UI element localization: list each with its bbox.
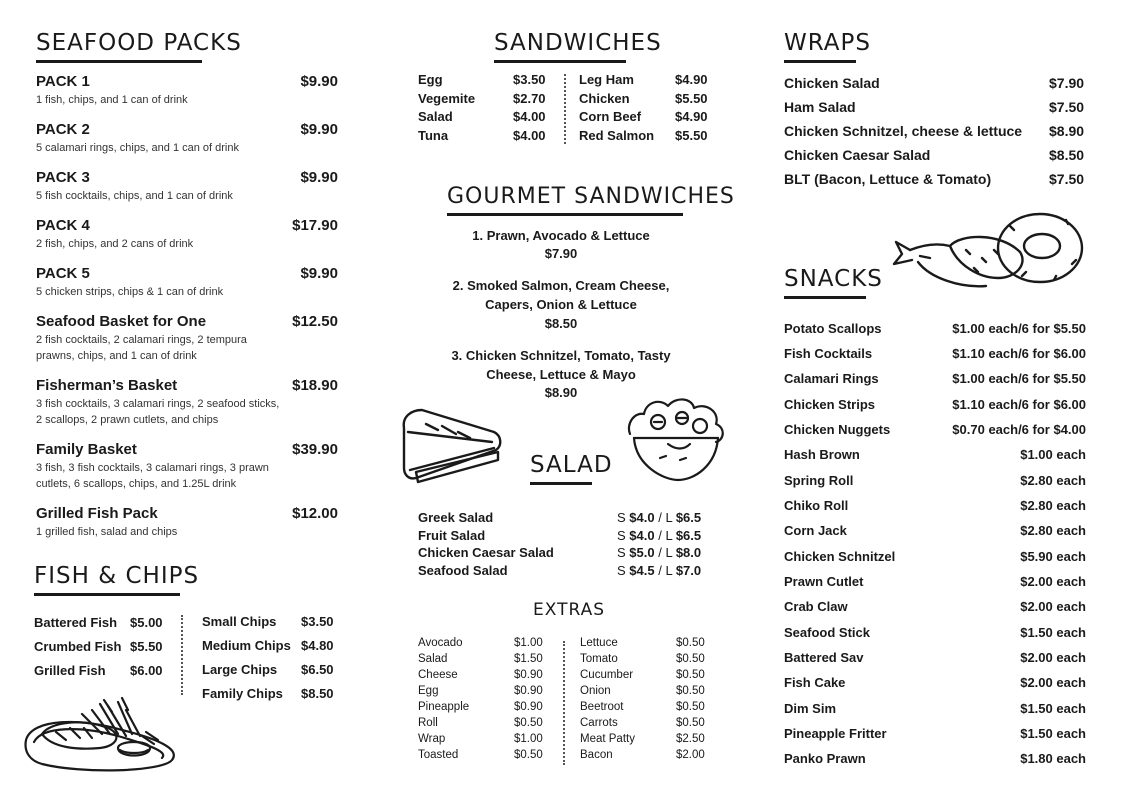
item-price: $0.50 [676, 701, 705, 713]
item-name: Avocado [418, 637, 463, 649]
item-price: $2.00 each [1020, 650, 1086, 665]
item-name: Seafood Basket for One [36, 313, 207, 330]
item-price: $0.50 [676, 669, 705, 681]
salad-bowl-icon [624, 394, 728, 484]
item-description: 2 fish cocktails, 2 calamari rings, 2 tempura prawns, chips, and 1 can of drink [36, 334, 247, 362]
gourmet-sandwiches-heading: GOURMET SANDWICHES [447, 184, 683, 216]
item-price: $5.00 [130, 615, 163, 630]
item-name: 3. Chicken Schnitzel, Tomato, Tasty [451, 348, 671, 363]
item-price: $1.10 each/6 for $6.00 [952, 346, 1086, 361]
item-name: Corn Beef [579, 109, 642, 124]
item-name: Carrots [580, 717, 618, 729]
item-price: $5.50 [675, 128, 708, 143]
item-name: Chicken Strips [784, 397, 876, 412]
item-name: Lettuce [580, 637, 618, 649]
item-name: Prawn Cutlet [784, 574, 864, 589]
item-price: $3.50 [301, 614, 334, 629]
item-price: $0.50 [514, 749, 543, 761]
snacks-heading: SNACKS [784, 266, 866, 299]
item-price: $8.50 [544, 316, 578, 331]
item-name: Potato Scallops [784, 321, 882, 336]
item-price: $2.80 each [1020, 498, 1086, 513]
item-name: Small Chips [202, 614, 277, 629]
item-description: 1 grilled fish, salad and chips [36, 526, 178, 538]
fish-and-chips-icon [22, 688, 182, 776]
item-price: $1.10 each/6 for $6.00 [952, 397, 1086, 412]
item-name: Bacon [580, 749, 613, 761]
item-price: $1.50 each [1020, 726, 1086, 741]
extras-heading: EXTRAS [533, 600, 606, 620]
item-price: $0.50 [676, 685, 705, 697]
item-name: Roll [418, 717, 438, 729]
item-name: 1. Prawn, Avocado & Lettuce [472, 228, 650, 243]
item-price: $9.90 [300, 121, 338, 138]
item-name: PACK 5 [36, 265, 90, 282]
sandwiches-heading: SANDWICHES [494, 30, 626, 63]
item-price: $17.90 [292, 217, 338, 234]
item-price: $7.90 [1049, 75, 1085, 91]
item-price: $1.00 each/6 for $5.50 [952, 321, 1086, 336]
item-price: $4.00 [513, 128, 546, 143]
item-price: $0.90 [514, 669, 543, 681]
item-description: 3 fish cocktails, 3 calamari rings, 2 seafood sticks, 2 scallops, 2 prawn cutlets, and chips [36, 398, 280, 426]
item-name: Fruit Salad [418, 528, 486, 543]
item-price: $9.90 [300, 73, 338, 90]
item-description: 1 fish, chips, and 1 can of drink [36, 94, 188, 106]
item-name: Cucumber [580, 669, 634, 681]
item-price: $5.50 [675, 91, 708, 106]
fried-prawn-calamari-icon [890, 206, 1088, 300]
item-description: 5 chicken strips, chips & 1 can of drink [36, 286, 224, 298]
salad-heading: SALAD [530, 452, 592, 485]
item-price: $0.50 [676, 653, 705, 665]
item-name: Corn Jack [784, 523, 847, 538]
item-price: $2.80 each [1020, 473, 1086, 488]
item-name: Salad [418, 653, 448, 665]
item-name: Leg Ham [579, 72, 634, 87]
item-price: $1.00 [514, 637, 543, 649]
item-name: Chicken Nuggets [784, 422, 891, 437]
item-price: $6.50 [301, 662, 334, 677]
item-name: Calamari Rings [784, 371, 879, 386]
item-price: $12.50 [292, 313, 338, 330]
item-name-line2: Cheese, Lettuce & Mayo [486, 367, 636, 382]
item-name: PACK 4 [36, 217, 90, 234]
item-price: $9.90 [300, 265, 338, 282]
item-price: $7.90 [544, 246, 578, 261]
column-divider [564, 74, 566, 144]
item-name: Chicken Caesar Salad [784, 147, 931, 163]
item-price: $0.50 [676, 717, 705, 729]
item-price: $7.50 [1049, 99, 1085, 115]
item-price: $1.00 [514, 733, 543, 745]
item-name: Family Chips [202, 686, 283, 701]
item-price: $18.90 [292, 377, 338, 394]
item-price: $5.50 [130, 639, 163, 654]
item-price: $1.50 each [1020, 701, 1086, 716]
item-name: Crumbed Fish [34, 639, 122, 654]
item-price: $8.90 [544, 385, 578, 400]
item-name: Chicken Schnitzel, cheese & lettuce [784, 123, 1023, 139]
item-description: 5 fish cocktails, chips, and 1 can of drink [36, 190, 233, 202]
item-name: Fish Cocktails [784, 346, 873, 361]
item-name-line2: Capers, Onion & Lettuce [485, 297, 637, 312]
item-price: $1.50 [514, 653, 543, 665]
fish-chips-heading: FISH & CHIPS [34, 563, 180, 596]
item-price: $4.80 [301, 638, 334, 653]
item-price: $39.90 [292, 441, 338, 458]
item-name: Greek Salad [418, 510, 494, 525]
item-name: Ham Salad [784, 99, 856, 115]
item-name: 2. Smoked Salmon, Cream Cheese, [452, 278, 670, 293]
column-divider [181, 615, 183, 695]
item-price: $3.50 [513, 72, 546, 87]
item-name: Dim Sim [784, 701, 837, 716]
item-name: PACK 3 [36, 169, 90, 186]
item-price: $0.50 [514, 717, 543, 729]
item-name: Tuna [418, 128, 449, 143]
item-name: Pineapple [418, 701, 470, 713]
item-price: $0.90 [514, 685, 543, 697]
item-price: S $4.5 / L $7.0 [617, 563, 702, 578]
item-price: S $4.0 / L $6.5 [617, 528, 702, 543]
item-price: $2.70 [513, 91, 546, 106]
item-name: Spring Roll [784, 473, 854, 488]
item-name: Chicken Caesar Salad [418, 545, 554, 560]
item-price: $8.50 [1049, 147, 1085, 163]
item-name: Tomato [580, 653, 618, 665]
wraps-heading: WRAPS [784, 30, 856, 63]
item-price: $0.50 [676, 637, 705, 649]
item-price: $4.00 [513, 109, 546, 124]
item-price: $8.90 [1049, 123, 1085, 139]
item-name: Pineapple Fritter [784, 726, 887, 741]
item-name: Egg [418, 685, 439, 697]
item-name: PACK 1 [36, 73, 90, 90]
item-price: $1.00 each [1020, 447, 1086, 462]
item-price: $4.90 [675, 72, 708, 87]
item-name: Panko Prawn [784, 751, 866, 766]
item-name: Beetroot [580, 701, 624, 713]
item-name: Family Basket [36, 441, 137, 458]
item-price: $2.00 each [1020, 574, 1086, 589]
item-name: Vegemite [418, 91, 476, 106]
item-description: 3 fish, 3 fish cocktails, 3 calamari rings, 3 prawn cutlets, 6 scallops, chips, and 1.25L drink [36, 462, 269, 490]
item-name: Medium Chips [202, 638, 291, 653]
seafood-packs-heading: SEAFOOD PACKS [36, 30, 202, 63]
item-price: $9.90 [300, 169, 338, 186]
item-name: Toasted [418, 749, 459, 761]
item-description: 2 fish, chips, and 2 cans of drink [36, 238, 194, 250]
item-name: Chiko Roll [784, 498, 849, 513]
item-name: Battered Sav [784, 650, 864, 665]
item-name: Egg [418, 72, 443, 87]
item-price: $1.00 each/6 for $5.50 [952, 371, 1086, 386]
item-price: $8.50 [301, 686, 334, 701]
item-name: Seafood Stick [784, 625, 870, 640]
item-price: $0.70 each/6 for $4.00 [952, 422, 1086, 437]
item-price: $12.00 [292, 505, 338, 522]
item-name: Fisherman’s Basket [36, 377, 178, 394]
item-price: $2.80 each [1020, 523, 1086, 538]
item-description: 5 calamari rings, chips, and 1 can of drink [36, 142, 239, 154]
item-name: Salad [418, 109, 453, 124]
item-price: $6.00 [130, 663, 163, 678]
item-price: $1.80 each [1020, 751, 1086, 766]
item-name: Red Salmon [579, 128, 655, 143]
item-name: Battered Fish [34, 615, 118, 630]
item-price: $2.00 each [1020, 599, 1086, 614]
item-name: PACK 2 [36, 121, 90, 138]
item-name: Hash Brown [784, 447, 860, 462]
item-name: Large Chips [202, 662, 278, 677]
item-price: $2.00 each [1020, 675, 1086, 690]
item-name: Cheese [418, 669, 458, 681]
item-name: Chicken Schnitzel [784, 549, 896, 564]
item-name: Onion [580, 685, 611, 697]
item-name: Seafood Salad [418, 563, 508, 578]
item-name: Fish Cake [784, 675, 846, 690]
item-price: $4.90 [675, 109, 708, 124]
item-price: $0.90 [514, 701, 543, 713]
item-name: Meat Patty [580, 733, 635, 745]
item-price: S $5.0 / L $8.0 [617, 545, 702, 560]
item-name: BLT (Bacon, Lettuce & Tomato) [784, 171, 992, 187]
item-name: Crab Claw [784, 599, 848, 614]
item-price: $1.50 each [1020, 625, 1086, 640]
column-divider [563, 641, 565, 765]
item-name: Chicken Salad [784, 75, 880, 91]
item-price: $2.50 [676, 733, 705, 745]
sandwich-icon [398, 402, 508, 486]
item-name: Chicken [579, 91, 630, 106]
item-price: $7.50 [1049, 171, 1085, 187]
item-price: S $4.0 / L $6.5 [617, 510, 702, 525]
item-name: Grilled Fish [34, 663, 106, 678]
item-name: Wrap [418, 733, 446, 745]
item-price: $2.00 [676, 749, 705, 761]
item-price: $5.90 each [1020, 549, 1086, 564]
item-name: Grilled Fish Pack [36, 505, 158, 522]
